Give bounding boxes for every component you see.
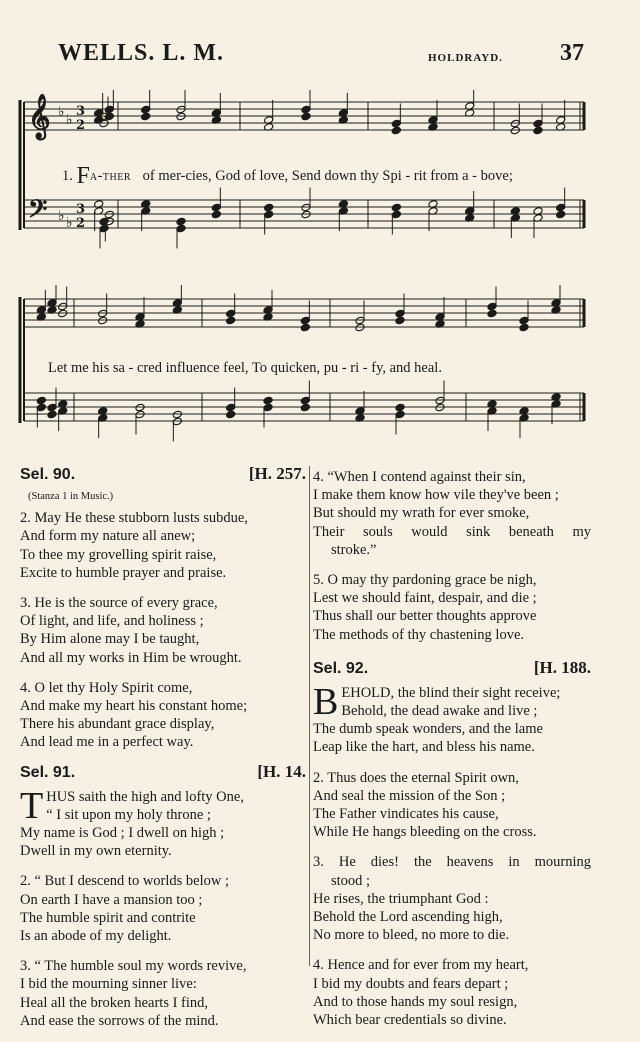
- page-number: 37: [560, 40, 584, 66]
- verse-line: By Him alone may I be taught,: [20, 631, 200, 648]
- stanza: [20, 957, 306, 1030]
- note-head: [391, 126, 401, 135]
- stanza-note: (Stanza 1 in Music.): [28, 491, 114, 502]
- time-signature: 3: [76, 104, 86, 119]
- verse-line: There his abundant grace display,: [20, 716, 215, 733]
- stanza: [20, 509, 306, 582]
- verse-line: To thee my grovelling spirit raise,: [20, 546, 217, 563]
- flat-icon: ♭: [66, 112, 73, 128]
- verse-line: Dwell in my own eternity.: [20, 843, 172, 860]
- time-signature: 2: [76, 216, 86, 231]
- verse-line: 3. “ The humble soul my words revive,: [20, 958, 247, 975]
- verse-line: But should my wrath for ever smoke,: [313, 505, 530, 522]
- note-head: [487, 309, 497, 318]
- drop-cap: T: [20, 784, 44, 827]
- stanza: [20, 594, 306, 667]
- verse-line: 2. May He these stubborn lusts subdue,: [20, 510, 248, 527]
- column-divider: [309, 466, 310, 966]
- verse-line: No more to bleed, no more to die.: [313, 927, 510, 944]
- verse-line: Thus shall our better thoughts approve: [313, 608, 537, 625]
- left-column: [20, 464, 306, 1042]
- stanza: [20, 784, 306, 861]
- verse-line: Behold, the dead awake and live ;: [341, 703, 538, 720]
- stanza: [313, 853, 591, 944]
- stanza: [313, 571, 591, 644]
- verse-line: And lead me in a perfect way.: [20, 734, 194, 751]
- flat-icon: ♭: [58, 208, 65, 224]
- note-head: [141, 112, 151, 121]
- bass-clef-icon: 𝄢: [28, 195, 48, 230]
- note-head: [391, 203, 401, 212]
- note-head: [395, 403, 405, 412]
- lyric-initial: F: [76, 163, 90, 189]
- time-signature: 3: [76, 202, 86, 217]
- verse-line: Of light, and life, and holiness ;: [20, 613, 204, 630]
- verse-line: And make my heart his constant home;: [20, 698, 248, 715]
- lyric-line-1: [62, 163, 513, 190]
- verse-line: Their souls would sink beneath my: [313, 523, 591, 540]
- verse-line: Lest we should faint, despair, and die ;: [313, 590, 537, 607]
- note-head: [533, 126, 543, 135]
- verse-line: Leap like the hart, and bless his name.: [313, 739, 535, 756]
- verse-line: stood ;: [331, 872, 371, 889]
- note-head: [300, 323, 310, 332]
- verse-line: Behold the Lord ascending high,: [313, 909, 503, 926]
- verse-line: 2. Thus does the eternal Spirit own,: [313, 769, 519, 786]
- verse-number: 1.: [62, 168, 73, 184]
- verse-line: Is an abode of my delight.: [20, 928, 172, 945]
- flat-icon: ♭: [66, 215, 73, 231]
- verse-line: While He hangs bleeding on the cross.: [313, 824, 537, 841]
- verse-line: 3. He dies! the heavens in mourning: [313, 854, 591, 871]
- verse-line: On earth I have a mansion too ;: [20, 891, 203, 908]
- verse-line: And to those hands my soul resign,: [313, 993, 518, 1010]
- verse-line: EHOLD, the blind their sight receive;: [341, 684, 561, 701]
- hymn-reference: [H. 188.: [533, 657, 591, 677]
- verse-line: HUS saith the high and lofty One,: [46, 788, 244, 805]
- verse-line: 4. “When I contend against their sin,: [313, 469, 526, 485]
- verse-line: He rises, the triumphant God :: [313, 890, 489, 907]
- verse-line: I make them know how vile they've been ;: [313, 487, 559, 504]
- verse-line: The Father vindicates his cause,: [313, 806, 499, 823]
- note-head: [301, 112, 311, 121]
- treble-clef-icon: 𝄞: [28, 93, 51, 138]
- verse-line: “ I sit upon my holy throne ;: [46, 806, 211, 823]
- verse-line: And ease the sorrows of the mind.: [20, 1012, 219, 1029]
- note-head: [300, 403, 310, 412]
- note-head: [47, 410, 57, 419]
- verse-line: The dumb speak wonders, and the lame: [313, 721, 543, 738]
- verse-line: And seal the mission of the Son ;: [313, 787, 506, 804]
- flat-icon: ♭: [58, 104, 65, 120]
- stanza: [313, 680, 591, 757]
- verse-line: I bid my doubts and fears depart ;: [313, 975, 509, 992]
- verse-line: 4. Hence and for ever from my heart,: [313, 957, 529, 974]
- verse-line: And form my nature all anew;: [20, 528, 196, 545]
- stanza: [313, 956, 591, 1029]
- lyric-smallcaps: a-ther: [89, 168, 132, 184]
- verse-line: The humble spirit and contrite: [20, 909, 196, 926]
- note-head: [226, 316, 236, 325]
- verse-line: stroke.”: [331, 541, 377, 558]
- verse-line: Which bear credentials so divine.: [313, 1012, 507, 1029]
- hymn-reference: [H. 257.: [248, 464, 306, 483]
- note-head: [176, 217, 186, 226]
- composer-name: HOLDRAYD.: [428, 52, 503, 64]
- verse-line: Heal all the broken hearts I find,: [20, 994, 209, 1011]
- note-head: [211, 210, 221, 219]
- note-head: [264, 203, 274, 212]
- stanza: [20, 872, 306, 945]
- note-head: [395, 316, 405, 325]
- lyric-line-2: Let me his sa - cred influence feel, To quicken, pu - ri - fy, and heal.: [48, 360, 442, 376]
- verse-line: And all my works in Him be wrought.: [20, 649, 242, 666]
- note-head: [36, 396, 46, 405]
- verse-line: I bid the mourning sinner live:: [20, 976, 197, 993]
- note-head: [519, 323, 529, 332]
- tune-title: WELLS. L. M.: [58, 40, 225, 66]
- selection-label: Sel. 90.: [20, 466, 76, 483]
- verse-line: The methods of thy chastening love.: [313, 626, 525, 643]
- stanza: [20, 679, 306, 752]
- selection-label: Sel. 91.: [20, 763, 76, 781]
- selection-heading-92: [313, 658, 591, 682]
- selection-heading-90: [20, 464, 306, 488]
- stanza: [313, 468, 591, 559]
- stanza: [313, 769, 591, 842]
- right-column: [313, 468, 591, 1041]
- verse-line: 4. O let thy Holy Spirit come,: [20, 679, 193, 696]
- note-head: [556, 210, 566, 219]
- note-head: [226, 410, 236, 419]
- verse-line: My name is God ; I dwell on high ;: [20, 825, 225, 842]
- verse-line: Excite to humble prayer and praise.: [20, 564, 227, 581]
- hymn-reference: [H. 14.: [257, 761, 306, 781]
- time-signature: 2: [76, 118, 86, 133]
- verse-line: 5. O may thy pardoning grace be nigh,: [313, 572, 537, 589]
- verse-line: 2. “ But I descend to worlds below ;: [20, 873, 230, 890]
- selection-label: Sel. 92.: [313, 659, 369, 677]
- drop-cap: B: [313, 680, 339, 723]
- lyric-text: of mer-cies, God of love, Send down thy Spi - rit from a - bove;: [142, 168, 513, 184]
- selection-heading-91: [20, 762, 306, 786]
- verse-line: 3. He is the source of every grace,: [20, 595, 218, 612]
- note-head: [263, 396, 273, 405]
